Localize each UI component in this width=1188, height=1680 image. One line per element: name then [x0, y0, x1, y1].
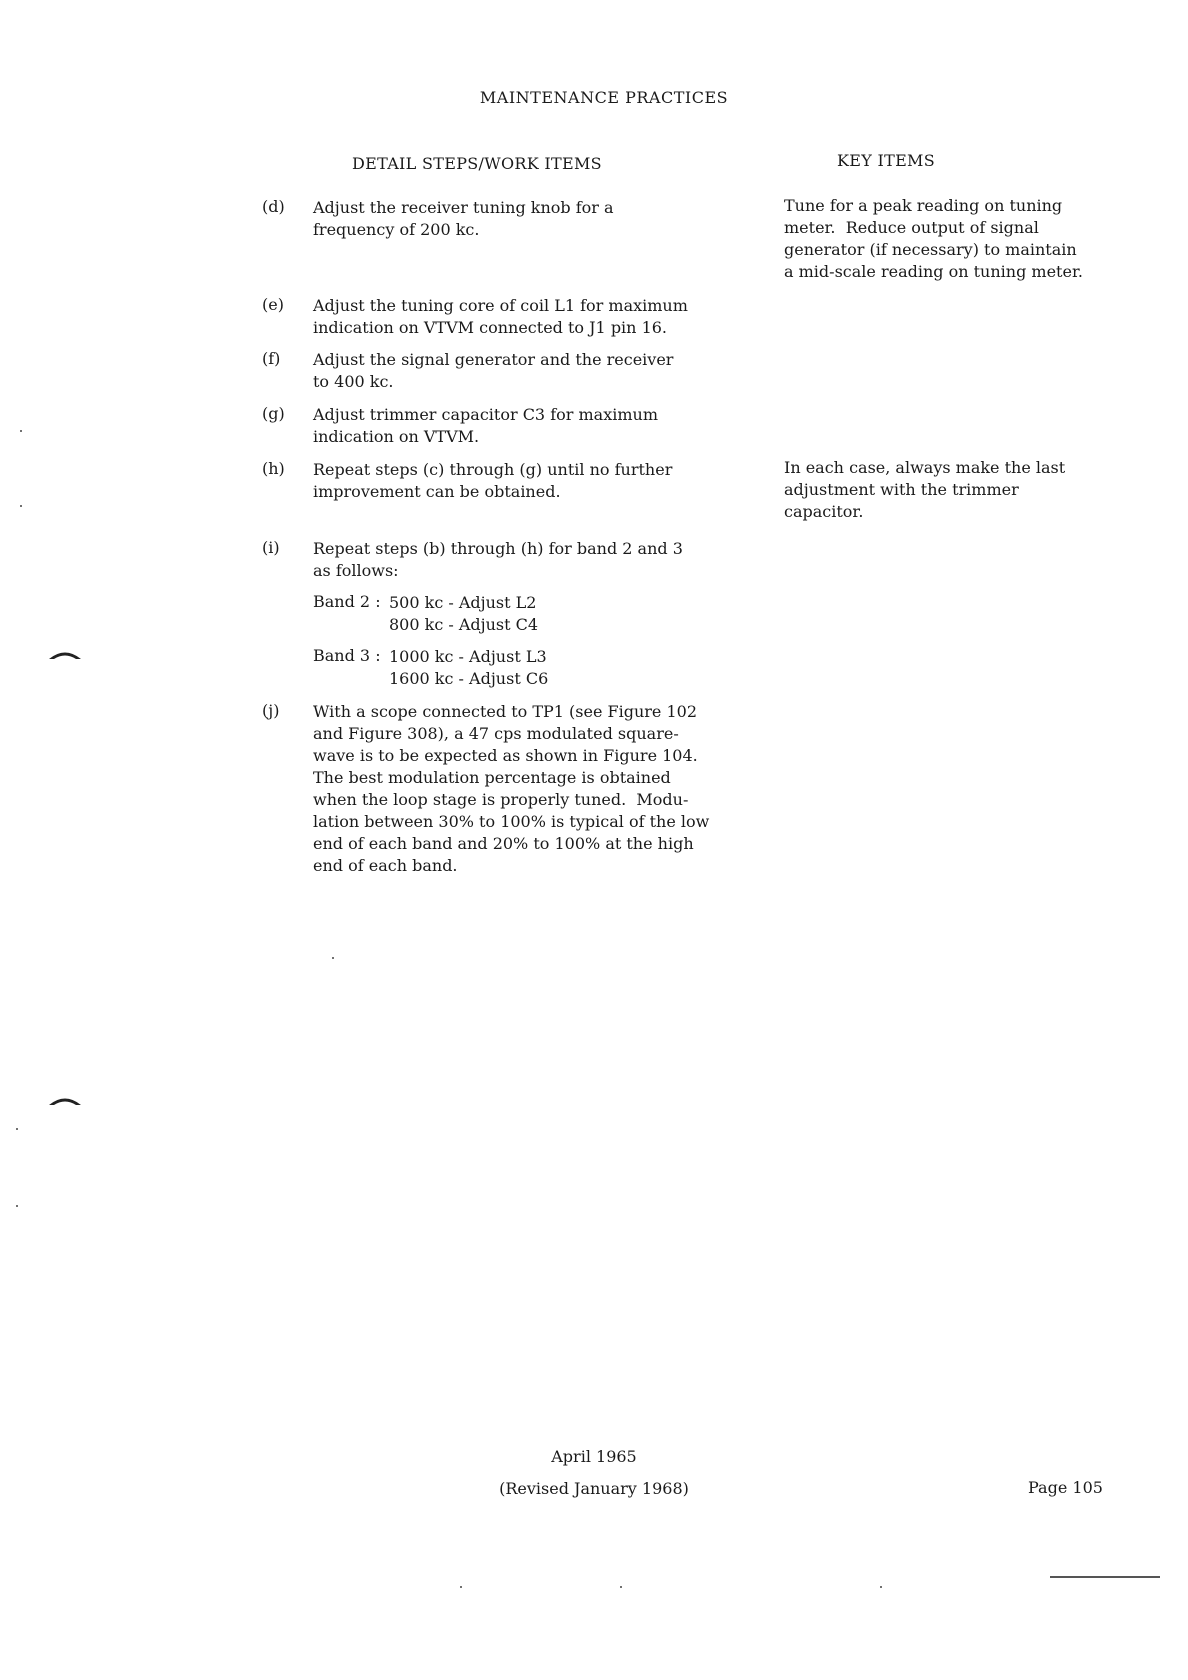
scan-speck — [880, 1586, 882, 1588]
scan-speck — [20, 430, 22, 432]
punch-hole-mark-icon — [48, 648, 82, 660]
footer-revised-date: (Revised January 1968) — [499, 1479, 689, 1498]
scan-speck — [620, 1586, 622, 1588]
step-e-text: Adjust the tuning core of coil L1 for maximum indication on VTVM connected to J1 pin 16. — [313, 296, 688, 337]
scan-speck — [16, 1128, 18, 1130]
step-i-text: Repeat steps (b) through (h) for band 2 and 3 as follows: — [313, 539, 683, 580]
band-2-line-2: 800 kc - Adjust C4 — [389, 615, 539, 634]
scan-speck — [16, 1205, 18, 1207]
scan-speck — [20, 505, 22, 507]
key-items-heading: KEY ITEMS — [837, 151, 935, 170]
step-g-letter: (g) — [262, 404, 285, 423]
detail-steps-heading: DETAIL STEPS/WORK ITEMS — [352, 154, 602, 173]
step-h-letter: (h) — [262, 459, 285, 478]
step-d-text: Adjust the receiver tuning knob for a frequency of 200 kc. — [313, 198, 614, 239]
step-h-text: Repeat steps (c) through (g) until no further improvement can be obtained. — [313, 460, 673, 501]
punch-hole-mark-icon — [48, 1094, 82, 1106]
step-f-text: Adjust the signal generator and the receiver to 400 kc. — [313, 350, 674, 391]
scan-speck — [460, 1586, 462, 1588]
band-2-line-1: 500 kc - Adjust L2 — [389, 593, 537, 612]
scan-edge-line — [1050, 1576, 1160, 1578]
band-3-line-1: 1000 kc - Adjust L3 — [389, 647, 547, 666]
band-2-label: Band 2 : — [313, 592, 381, 611]
band-3-line-2: 1600 kc - Adjust C6 — [389, 669, 549, 688]
step-e-letter: (e) — [262, 295, 284, 314]
step-g-text: Adjust trimmer capacitor C3 for maximum indication on VTVM. — [313, 405, 658, 446]
step-d-letter: (d) — [262, 197, 285, 216]
page-title: MAINTENANCE PRACTICES — [479, 88, 729, 107]
step-f-letter: (f) — [262, 349, 281, 368]
step-j-letter: (j) — [262, 701, 280, 720]
band-3-label: Band 3 : — [313, 646, 381, 665]
step-i-letter: (i) — [262, 538, 280, 557]
key-item-tuning-peak: Tune for a peak reading on tuning meter. Reduce output of signal generator (if necessary) to maintain a mid-scale reading on tuning meter. — [784, 196, 1083, 281]
scan-speck — [332, 957, 334, 959]
step-j-text: With a scope connected to TP1 (see Figure 102 and Figure 308), a 47 cps modulated square- wave is to be expected as shown in Figure 104. The best modulation percentage is obtained when the loop stage is properly tuned. Modu- lation between 30% to 100% is typical of the low end of each band and 20% to 100% at the high end of each band. — [313, 702, 710, 875]
key-item-trimmer-last: In each case, always make the last adjustment with the trimmer capacitor. — [784, 458, 1066, 521]
footer-date: April 1965 — [551, 1447, 637, 1466]
page-number: Page 105 — [1028, 1478, 1103, 1497]
